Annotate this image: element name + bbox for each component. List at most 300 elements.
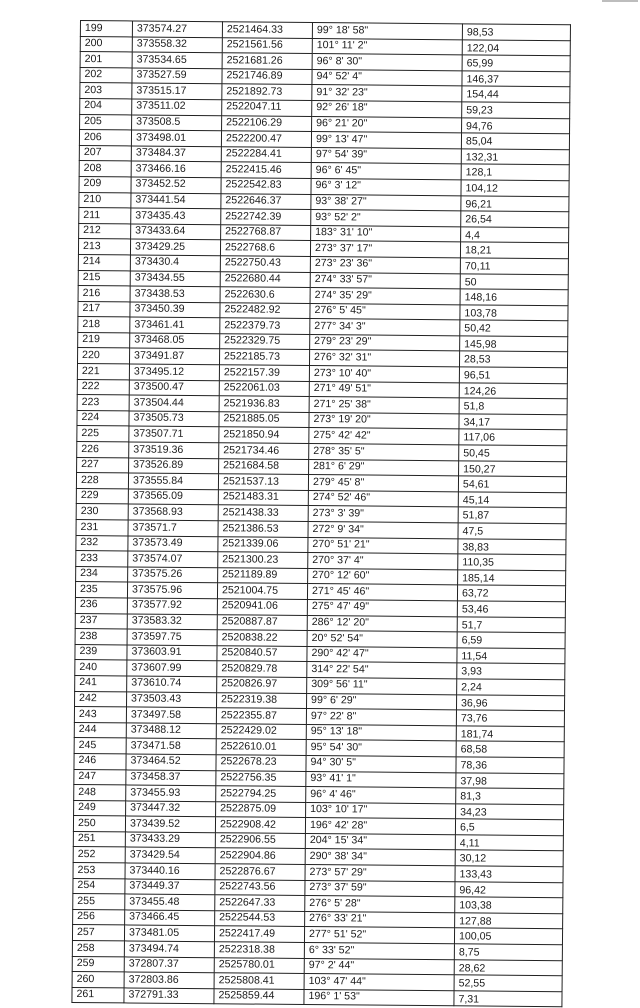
point-number-cell: 199 [80, 21, 132, 37]
distance-cell: 185,14 [458, 570, 566, 587]
distance-cell: 38,83 [458, 538, 566, 555]
x-coordinate-cell: 373497.58 [126, 707, 216, 723]
point-number-cell: 208 [79, 161, 131, 177]
bearing-cell: 95° 13' 18" [306, 724, 456, 741]
point-number-cell: 209 [79, 176, 131, 192]
y-coordinate-cell: 2521464.33 [222, 22, 312, 38]
distance-cell: 28,62 [454, 959, 562, 976]
point-number-cell: 225 [77, 426, 129, 442]
coordinates-table-body [72, 21, 571, 1008]
x-coordinate-cell: 373571.7 [128, 520, 218, 536]
distance-cell: 52,55 [454, 975, 562, 992]
y-coordinate-cell: 2521885.05 [219, 412, 309, 428]
y-coordinate-cell: 2522157.39 [219, 365, 309, 381]
distance-cell: 103,78 [460, 305, 568, 322]
x-coordinate-cell: 373450.39 [130, 302, 220, 318]
x-coordinate-cell: 373573.49 [128, 536, 218, 552]
distance-cell: 18,21 [460, 242, 568, 259]
point-number-cell: 235 [75, 582, 127, 598]
point-number-cell: 243 [74, 707, 126, 723]
point-number-cell: 201 [80, 52, 132, 68]
point-number-cell: 253 [73, 863, 125, 879]
bearing-cell: 273° 37' 17" [310, 241, 460, 258]
x-coordinate-cell: 373574.27 [132, 21, 222, 37]
bearing-cell: 272° 9' 34" [308, 522, 458, 539]
x-coordinate-cell: 373555.84 [128, 473, 218, 489]
y-coordinate-cell: 2522061.03 [219, 380, 309, 396]
distance-cell: 65,99 [462, 55, 570, 72]
y-coordinate-cell: 2522610.01 [216, 739, 306, 755]
x-coordinate-cell: 373484.37 [131, 146, 221, 162]
point-number-cell: 251 [73, 831, 125, 847]
point-number-cell: 213 [78, 239, 130, 255]
bearing-cell: 270° 51' 21" [308, 537, 458, 554]
y-coordinate-cell: 2522106.29 [222, 115, 312, 131]
x-coordinate-cell: 373447.32 [126, 801, 216, 817]
y-coordinate-cell: 2522794.25 [216, 786, 306, 802]
y-coordinate-cell: 2521386.53 [218, 521, 308, 537]
x-coordinate-cell: 373494.74 [124, 941, 214, 957]
y-coordinate-cell: 2522542.83 [221, 178, 311, 194]
bearing-cell: 276° 5' 28" [305, 896, 455, 913]
x-coordinate-cell: 373507.71 [129, 426, 219, 442]
point-number-cell: 227 [77, 457, 129, 473]
table-row [72, 987, 562, 1007]
x-coordinate-cell: 373455.48 [125, 894, 215, 910]
point-number-cell: 255 [73, 894, 125, 910]
x-coordinate-cell: 373464.52 [126, 754, 216, 770]
y-coordinate-cell: 2521004.75 [217, 583, 307, 599]
y-coordinate-cell: 2520941.06 [217, 599, 307, 615]
bearing-cell: 276° 32' 31" [309, 350, 459, 367]
point-number-cell: 215 [78, 270, 130, 286]
bearing-cell: 183° 31' 10" [311, 225, 461, 242]
distance-cell: 36,96 [456, 694, 564, 711]
x-coordinate-cell: 373461.41 [130, 317, 220, 333]
y-coordinate-cell: 2522742.39 [221, 209, 311, 225]
bearing-cell: 275° 42' 42" [309, 428, 459, 445]
coordinates-table [71, 20, 571, 1008]
point-number-cell: 236 [75, 597, 127, 613]
y-coordinate-cell: 2522185.73 [219, 349, 309, 365]
distance-cell: 59,23 [462, 102, 570, 119]
bearing-cell: 93° 41' 1" [306, 771, 456, 788]
distance-cell: 26,54 [461, 211, 569, 228]
x-coordinate-cell: 373439.52 [125, 816, 215, 832]
y-coordinate-cell: 2521746.89 [222, 69, 312, 85]
bearing-cell: 274° 35' 29" [310, 288, 460, 305]
distance-cell: 34,17 [459, 414, 567, 431]
distance-cell: 28,53 [459, 351, 567, 368]
x-coordinate-cell: 373511.02 [132, 99, 222, 115]
x-coordinate-cell: 373491.87 [129, 348, 219, 364]
x-coordinate-cell: 373526.89 [129, 458, 219, 474]
y-coordinate-cell: 2522318.38 [214, 942, 304, 958]
bearing-cell: 93° 38' 27" [311, 194, 461, 211]
point-number-cell: 211 [79, 208, 131, 224]
point-number-cell: 242 [75, 691, 127, 707]
bearing-cell: 270° 37' 4" [308, 553, 458, 570]
bearing-cell: 103° 10' 17" [306, 802, 456, 819]
bearing-cell: 274° 52' 46" [308, 490, 458, 507]
point-number-cell: 222 [77, 379, 129, 395]
x-coordinate-cell: 373558.32 [132, 37, 222, 53]
y-coordinate-cell: 2521483.31 [218, 490, 308, 506]
bearing-cell: 274° 33' 57" [310, 272, 460, 289]
distance-cell: 154,44 [462, 86, 570, 103]
bearing-cell: 91° 32' 23" [312, 85, 462, 102]
y-coordinate-cell: 2522680.44 [220, 271, 310, 287]
point-number-cell: 241 [75, 675, 127, 691]
bearing-cell: 103° 47' 44" [304, 974, 454, 991]
bearing-cell: 95° 54' 30" [306, 740, 456, 757]
bearing-cell: 277° 34' 3" [310, 319, 460, 336]
distance-cell: 50 [460, 273, 568, 290]
x-coordinate-cell: 372803.86 [124, 972, 214, 988]
x-coordinate-cell: 373574.07 [128, 551, 218, 567]
point-number-cell: 252 [73, 847, 125, 863]
y-coordinate-cell: 2521681.26 [222, 53, 312, 69]
x-coordinate-cell: 373500.47 [129, 380, 219, 396]
distance-cell: 45,14 [458, 492, 566, 509]
x-coordinate-cell: 373438.53 [130, 286, 220, 302]
distance-cell: 54,61 [458, 476, 566, 493]
y-coordinate-cell: 2522355.87 [216, 708, 306, 724]
bearing-cell: 97° 22' 8" [306, 709, 456, 726]
bearing-cell: 276° 5' 45" [310, 303, 460, 320]
x-coordinate-cell: 373441.54 [131, 192, 221, 208]
x-coordinate-cell: 373429.54 [125, 847, 215, 863]
point-number-cell: 258 [72, 941, 124, 957]
bearing-cell: 6° 33' 52" [304, 943, 454, 960]
y-coordinate-cell: 2522756.35 [216, 770, 306, 786]
y-coordinate-cell: 2522630.6 [220, 287, 310, 303]
point-number-cell: 207 [79, 145, 131, 161]
point-number-cell: 205 [80, 114, 132, 130]
bearing-cell: 97° 2' 44" [304, 958, 454, 975]
point-number-cell: 206 [79, 130, 131, 146]
y-coordinate-cell: 2520829.78 [217, 661, 307, 677]
bearing-cell: 273° 37' 59" [305, 880, 455, 897]
point-number-cell: 226 [77, 442, 129, 458]
distance-cell: 68,58 [456, 741, 564, 758]
y-coordinate-cell: 2525780.01 [214, 957, 304, 973]
distance-cell: 104,12 [461, 180, 569, 197]
point-number-cell: 200 [80, 36, 132, 52]
y-coordinate-cell: 2522482.92 [220, 302, 310, 318]
distance-cell: 51,7 [457, 616, 565, 633]
distance-cell: 145,98 [460, 336, 568, 353]
bearing-cell: 273° 3' 39" [308, 506, 458, 523]
bearing-cell: 204° 15' 34" [305, 833, 455, 850]
x-coordinate-cell: 373435.43 [131, 208, 221, 224]
bearing-cell: 94° 52' 4" [312, 69, 462, 86]
y-coordinate-cell: 2522647.33 [215, 895, 305, 911]
bearing-cell: 96° 8' 30" [312, 54, 462, 71]
distance-cell: 50,42 [460, 320, 568, 337]
point-number-cell: 248 [74, 785, 126, 801]
distance-cell: 53,46 [457, 601, 565, 618]
scan-edge-mark [602, 0, 638, 2]
y-coordinate-cell: 2520887.87 [217, 614, 307, 630]
x-coordinate-cell: 373527.59 [132, 68, 222, 84]
distance-cell: 4,4 [461, 227, 569, 244]
distance-cell: 37,98 [456, 772, 564, 789]
y-coordinate-cell: 2521850.94 [219, 427, 309, 443]
distance-cell: 30,12 [455, 850, 563, 867]
distance-cell: 70,11 [460, 258, 568, 275]
bearing-cell: 279° 45' 8" [308, 475, 458, 492]
bearing-cell: 94° 30' 5" [306, 755, 456, 772]
bearing-cell: 96° 4' 46" [306, 787, 456, 804]
x-coordinate-cell: 373452.52 [131, 177, 221, 193]
point-number-cell: 221 [77, 364, 129, 380]
y-coordinate-cell: 2522906.55 [215, 833, 305, 849]
x-coordinate-cell: 373577.92 [127, 598, 217, 614]
point-number-cell: 224 [77, 410, 129, 426]
point-number-cell: 246 [74, 753, 126, 769]
point-number-cell: 228 [76, 473, 128, 489]
distance-cell: 81,3 [456, 788, 564, 805]
distance-cell: 50,45 [459, 445, 567, 462]
distance-cell: 96,42 [455, 881, 563, 898]
distance-cell: 122,04 [462, 39, 570, 56]
bearing-cell: 278° 35' 5" [309, 444, 459, 461]
x-coordinate-cell: 373433.29 [125, 832, 215, 848]
distance-cell: 63,72 [457, 585, 565, 602]
y-coordinate-cell: 2521734.46 [219, 443, 309, 459]
y-coordinate-cell: 2522743.56 [215, 879, 305, 895]
distance-cell: 98,53 [462, 24, 570, 41]
point-number-cell: 212 [79, 223, 131, 239]
bearing-cell: 314° 22' 54" [307, 662, 457, 679]
point-number-cell: 244 [74, 722, 126, 738]
bearing-cell: 276° 33' 21" [305, 911, 455, 928]
y-coordinate-cell: 2520840.57 [217, 645, 307, 661]
y-coordinate-cell: 2521936.83 [219, 396, 309, 412]
y-coordinate-cell: 2522678.23 [216, 755, 306, 771]
y-coordinate-cell: 2522544.53 [215, 911, 305, 927]
x-coordinate-cell: 373583.32 [127, 613, 217, 629]
point-number-cell: 260 [72, 972, 124, 988]
y-coordinate-cell: 2522329.75 [220, 334, 310, 350]
y-coordinate-cell: 2522908.42 [215, 817, 305, 833]
y-coordinate-cell: 2522646.37 [221, 193, 311, 209]
point-number-cell: 230 [76, 504, 128, 520]
y-coordinate-cell: 2522750.43 [220, 256, 310, 272]
bearing-cell: 273° 23' 36" [310, 256, 460, 273]
distance-cell: 7,31 [454, 991, 562, 1008]
distance-cell: 133,43 [455, 866, 563, 883]
point-number-cell: 254 [73, 878, 125, 894]
bearing-cell: 277° 51' 52" [304, 927, 454, 944]
x-coordinate-cell: 373519.36 [129, 442, 219, 458]
distance-cell: 100,05 [454, 928, 562, 945]
point-number-cell: 247 [74, 769, 126, 785]
distance-cell: 148,16 [460, 289, 568, 306]
x-coordinate-cell: 373440.16 [125, 863, 215, 879]
bearing-cell: 290° 38' 34" [305, 849, 455, 866]
y-coordinate-cell: 2521537.13 [218, 474, 308, 490]
distance-cell: 2,24 [457, 679, 565, 696]
y-coordinate-cell: 2520826.97 [217, 677, 307, 693]
distance-cell: 51,8 [459, 398, 567, 415]
distance-cell: 146,37 [462, 71, 570, 88]
x-coordinate-cell: 373433.64 [131, 224, 221, 240]
bearing-cell: 20° 52' 54" [307, 631, 457, 648]
y-coordinate-cell: 2521300.23 [218, 552, 308, 568]
point-number-cell: 245 [74, 738, 126, 754]
bearing-cell: 270° 12' 60" [308, 568, 458, 585]
x-coordinate-cell: 373466.45 [125, 910, 215, 926]
y-coordinate-cell: 2522200.47 [221, 131, 311, 147]
bearing-cell: 309° 56' 11" [307, 677, 457, 694]
point-number-cell: 216 [78, 286, 130, 302]
distance-cell: 124,26 [459, 382, 567, 399]
bearing-cell: 93° 52' 2" [311, 210, 461, 227]
bearing-cell: 271° 25' 38" [309, 397, 459, 414]
bearing-cell: 273° 10' 40" [309, 366, 459, 383]
point-number-cell: 232 [76, 535, 128, 551]
x-coordinate-cell: 373449.37 [125, 879, 215, 895]
distance-cell: 110,35 [458, 554, 566, 571]
point-number-cell: 240 [75, 660, 127, 676]
distance-cell: 3,93 [457, 663, 565, 680]
y-coordinate-cell: 2522379.73 [220, 318, 310, 334]
x-coordinate-cell: 373575.96 [127, 582, 217, 598]
x-coordinate-cell: 373568.93 [128, 504, 218, 520]
x-coordinate-cell: 373503.43 [127, 691, 217, 707]
bearing-cell: 101° 11' 2" [312, 38, 462, 55]
bearing-cell: 92° 26' 18" [312, 100, 462, 117]
y-coordinate-cell: 2522319.38 [217, 692, 307, 708]
distance-cell: 78,36 [456, 757, 564, 774]
point-number-cell: 220 [78, 348, 130, 364]
bearing-cell: 281° 6' 29" [309, 459, 459, 476]
bearing-cell: 271° 49' 51" [309, 381, 459, 398]
point-number-cell: 218 [78, 317, 130, 333]
bearing-cell: 273° 19' 20" [309, 412, 459, 429]
x-coordinate-cell: 373610.74 [127, 676, 217, 692]
bearing-cell: 99° 18' 58" [312, 23, 462, 40]
distance-cell: 150,27 [459, 460, 567, 477]
y-coordinate-cell: 2521684.58 [219, 458, 309, 474]
bearing-cell: 196° 1' 53" [304, 989, 454, 1006]
point-number-cell: 259 [72, 956, 124, 972]
distance-cell: 94,76 [462, 117, 570, 134]
y-coordinate-cell: 2521189.89 [218, 568, 308, 584]
x-coordinate-cell: 373575.26 [128, 567, 218, 583]
x-coordinate-cell: 373498.01 [131, 130, 221, 146]
x-coordinate-cell: 373434.55 [130, 270, 220, 286]
bearing-cell: 273° 57' 29" [305, 865, 455, 882]
x-coordinate-cell: 373603.91 [127, 645, 217, 661]
y-coordinate-cell: 2522417.49 [214, 926, 304, 942]
x-coordinate-cell: 373468.05 [130, 333, 220, 349]
y-coordinate-cell: 2522047.11 [222, 100, 312, 116]
bearing-cell: 97° 54' 39" [311, 147, 461, 164]
bearing-cell: 96° 3' 12" [311, 178, 461, 195]
y-coordinate-cell: 2521561.56 [222, 37, 312, 53]
y-coordinate-cell: 2521438.33 [218, 505, 308, 521]
point-number-cell: 249 [74, 800, 126, 816]
x-coordinate-cell: 373597.75 [127, 629, 217, 645]
y-coordinate-cell: 2522284.41 [221, 146, 311, 162]
distance-cell: 128,1 [461, 164, 569, 181]
bearing-cell: 96° 6' 45" [311, 163, 461, 180]
x-coordinate-cell: 373504.44 [129, 395, 219, 411]
point-number-cell: 238 [75, 629, 127, 645]
distance-cell: 47,5 [458, 523, 566, 540]
x-coordinate-cell: 373515.17 [132, 83, 222, 99]
x-coordinate-cell: 373458.37 [126, 769, 216, 785]
distance-cell: 34,23 [456, 803, 564, 820]
y-coordinate-cell: 2522876.67 [215, 864, 305, 880]
bearing-cell: 196° 42' 28" [305, 818, 455, 835]
distance-cell: 132,31 [461, 149, 569, 166]
x-coordinate-cell: 373455.93 [126, 785, 216, 801]
bearing-cell: 275° 47' 49" [307, 599, 457, 616]
distance-cell: 127,88 [455, 913, 563, 930]
bearing-cell: 99° 13' 47" [311, 132, 461, 149]
distance-cell: 8,75 [454, 944, 562, 961]
y-coordinate-cell: 2522904.86 [215, 848, 305, 864]
point-number-cell: 237 [75, 613, 127, 629]
bearing-cell: 271° 45' 46" [307, 584, 457, 601]
x-coordinate-cell: 372807.37 [124, 957, 214, 973]
point-number-cell: 239 [75, 644, 127, 660]
x-coordinate-cell: 373607.99 [127, 660, 217, 676]
y-coordinate-cell: 2522768.6 [220, 240, 310, 256]
point-number-cell: 261 [72, 987, 124, 1003]
distance-cell: 103,38 [455, 897, 563, 914]
y-coordinate-cell: 2522875.09 [216, 801, 306, 817]
y-coordinate-cell: 2522415.46 [221, 162, 311, 178]
point-number-cell: 256 [73, 909, 125, 925]
point-number-cell: 233 [76, 551, 128, 567]
bearing-cell: 99° 6' 29" [306, 693, 456, 710]
bearing-cell: 279° 23' 29" [310, 334, 460, 351]
x-coordinate-cell: 373505.73 [129, 411, 219, 427]
x-coordinate-cell: 373430.4 [130, 255, 220, 271]
distance-cell: 96,21 [461, 195, 569, 212]
y-coordinate-cell: 2522768.87 [221, 224, 311, 240]
bearing-cell: 286° 12' 20" [307, 615, 457, 632]
point-number-cell: 217 [78, 301, 130, 317]
point-number-cell: 231 [76, 519, 128, 535]
point-number-cell: 202 [80, 67, 132, 83]
y-coordinate-cell: 2525859.44 [214, 989, 304, 1005]
x-coordinate-cell: 373508.5 [132, 115, 222, 131]
point-number-cell: 223 [77, 395, 129, 411]
distance-cell: 117,06 [459, 429, 567, 446]
y-coordinate-cell: 2521339.06 [218, 536, 308, 552]
bearing-cell: 290° 42' 47" [307, 646, 457, 663]
point-number-cell: 257 [72, 925, 124, 941]
distance-cell: 181,74 [456, 726, 564, 743]
x-coordinate-cell: 372791.33 [124, 988, 214, 1004]
point-number-cell: 203 [80, 83, 132, 99]
distance-cell: 6,5 [455, 819, 563, 836]
y-coordinate-cell: 2521892.73 [222, 84, 312, 100]
distance-cell: 4,11 [455, 835, 563, 852]
y-coordinate-cell: 2525808.41 [214, 973, 304, 989]
point-number-cell: 214 [78, 254, 130, 270]
x-coordinate-cell: 373488.12 [126, 723, 216, 739]
x-coordinate-cell: 373565.09 [128, 489, 218, 505]
distance-cell: 6,59 [457, 632, 565, 649]
y-coordinate-cell: 2522429.02 [216, 723, 306, 739]
